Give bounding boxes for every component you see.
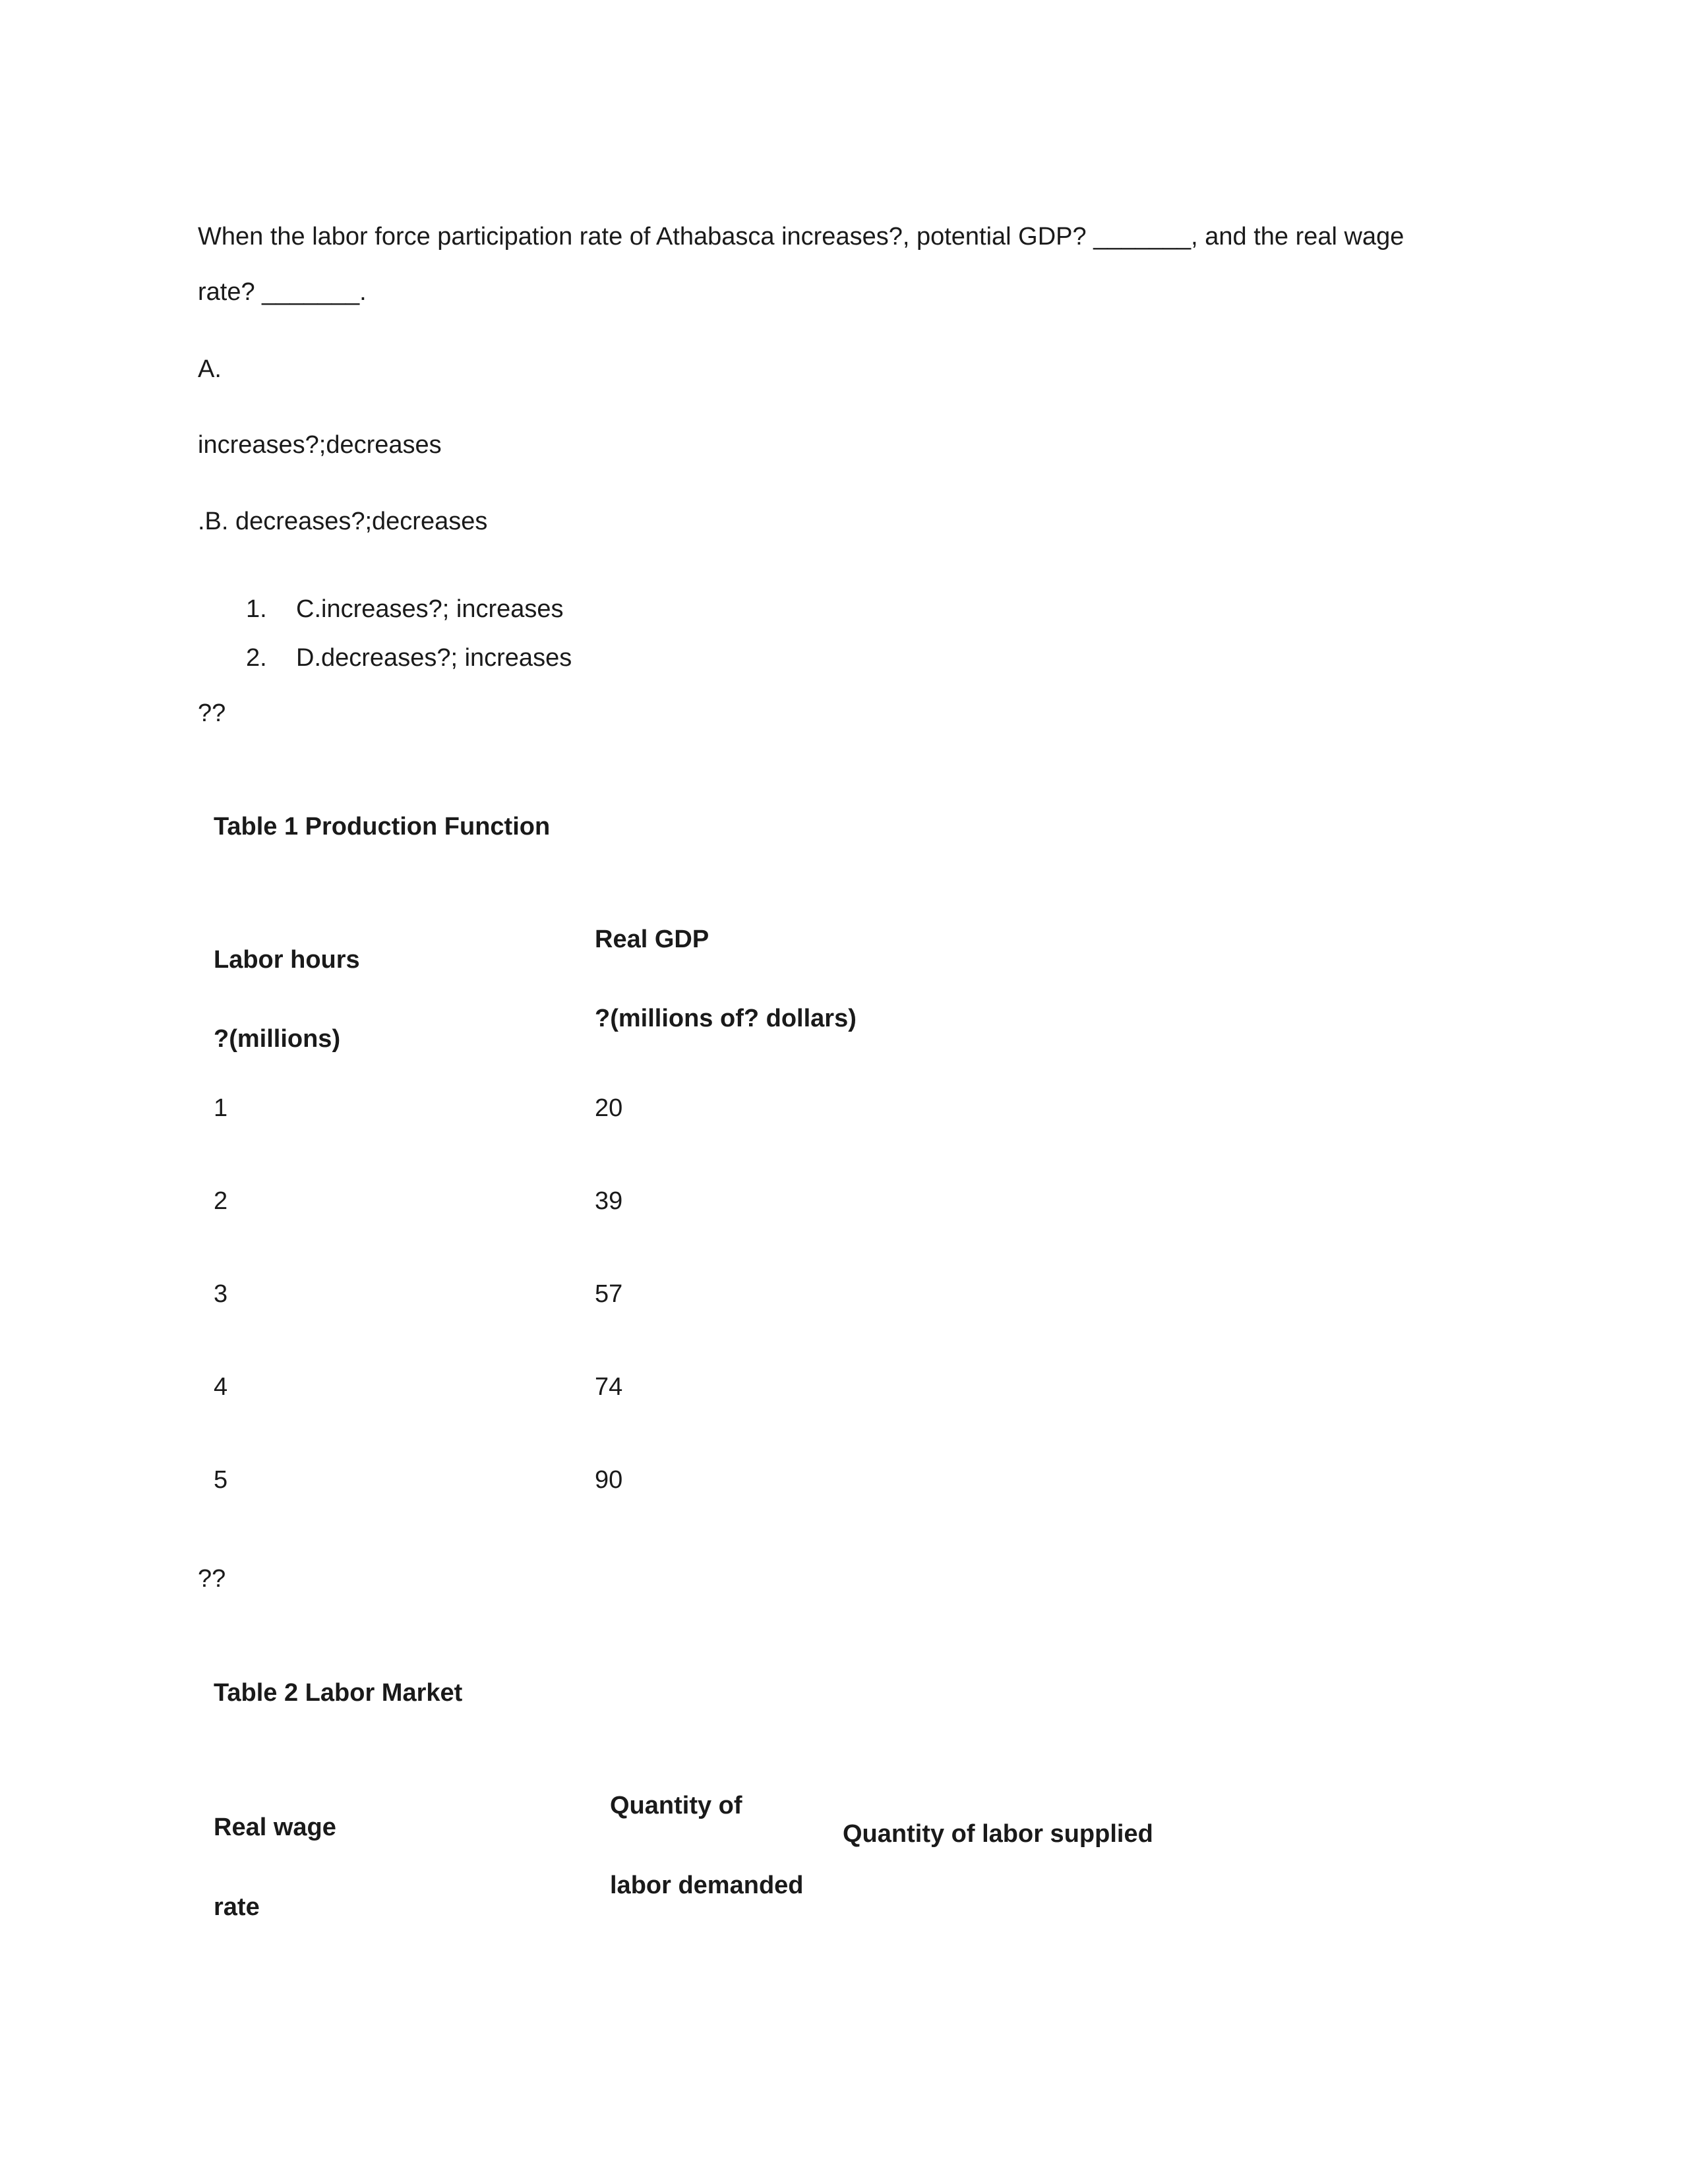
table1-cell-labor: 5 <box>214 1466 228 1494</box>
table1-cell-gdp: 90 <box>595 1466 623 1494</box>
option-d-text: D.decreases?; increases <box>296 644 572 672</box>
option-a-text: increases?;decreases <box>198 431 442 459</box>
table1-cell-labor: 1 <box>214 1094 228 1122</box>
table2-title: Table 2 Labor Market <box>214 1679 463 1707</box>
table2-col1-header-line1: Real wage <box>214 1814 336 1841</box>
option-b-text: .B. decreases?;decreases <box>198 508 488 535</box>
table1-col2-header-line2: ?(millions of? dollars) <box>595 1005 857 1032</box>
question-line-2: rate? _______. <box>198 278 367 306</box>
option-a-label: A. <box>198 355 222 383</box>
table1-cell-gdp: 74 <box>595 1373 623 1401</box>
mark-first: ?? <box>198 699 226 727</box>
table1-col1-header-line2: ?(millions) <box>214 1025 341 1053</box>
table1-cell-gdp: 39 <box>595 1187 623 1215</box>
table1-cell-labor: 3 <box>214 1280 228 1308</box>
table1-cell-labor: 2 <box>214 1187 228 1215</box>
table2-col3-header: Quantity of labor supplied <box>843 1820 1153 1848</box>
table1-cell-gdp: 57 <box>595 1280 623 1308</box>
table2-col1-header-line2: rate <box>214 1893 260 1921</box>
table1-col1-header-line1: Labor hours <box>214 946 360 974</box>
option-c-item <box>246 595 564 625</box>
table1-cell-gdp: 20 <box>595 1094 623 1122</box>
mark-second: ?? <box>198 1565 226 1593</box>
table1-title: Table 1 Production Function <box>214 813 551 841</box>
table1-cell-labor: 4 <box>214 1373 228 1401</box>
option-c-text: C.increases?; increases <box>296 595 564 623</box>
table2-col2-header-line2: labor demanded <box>610 1872 804 1899</box>
option-c-number: 1. <box>246 595 267 623</box>
option-d-number: 2. <box>246 644 267 672</box>
table2-col2-header-line1: Quantity of <box>610 1792 742 1819</box>
question-line-1: When the labor force participation rate of Athabasca increases?, potential GDP? _______, and the real wage <box>198 223 1404 251</box>
option-d-item <box>246 643 572 674</box>
table1-col2-header-line1: Real GDP <box>595 926 709 953</box>
